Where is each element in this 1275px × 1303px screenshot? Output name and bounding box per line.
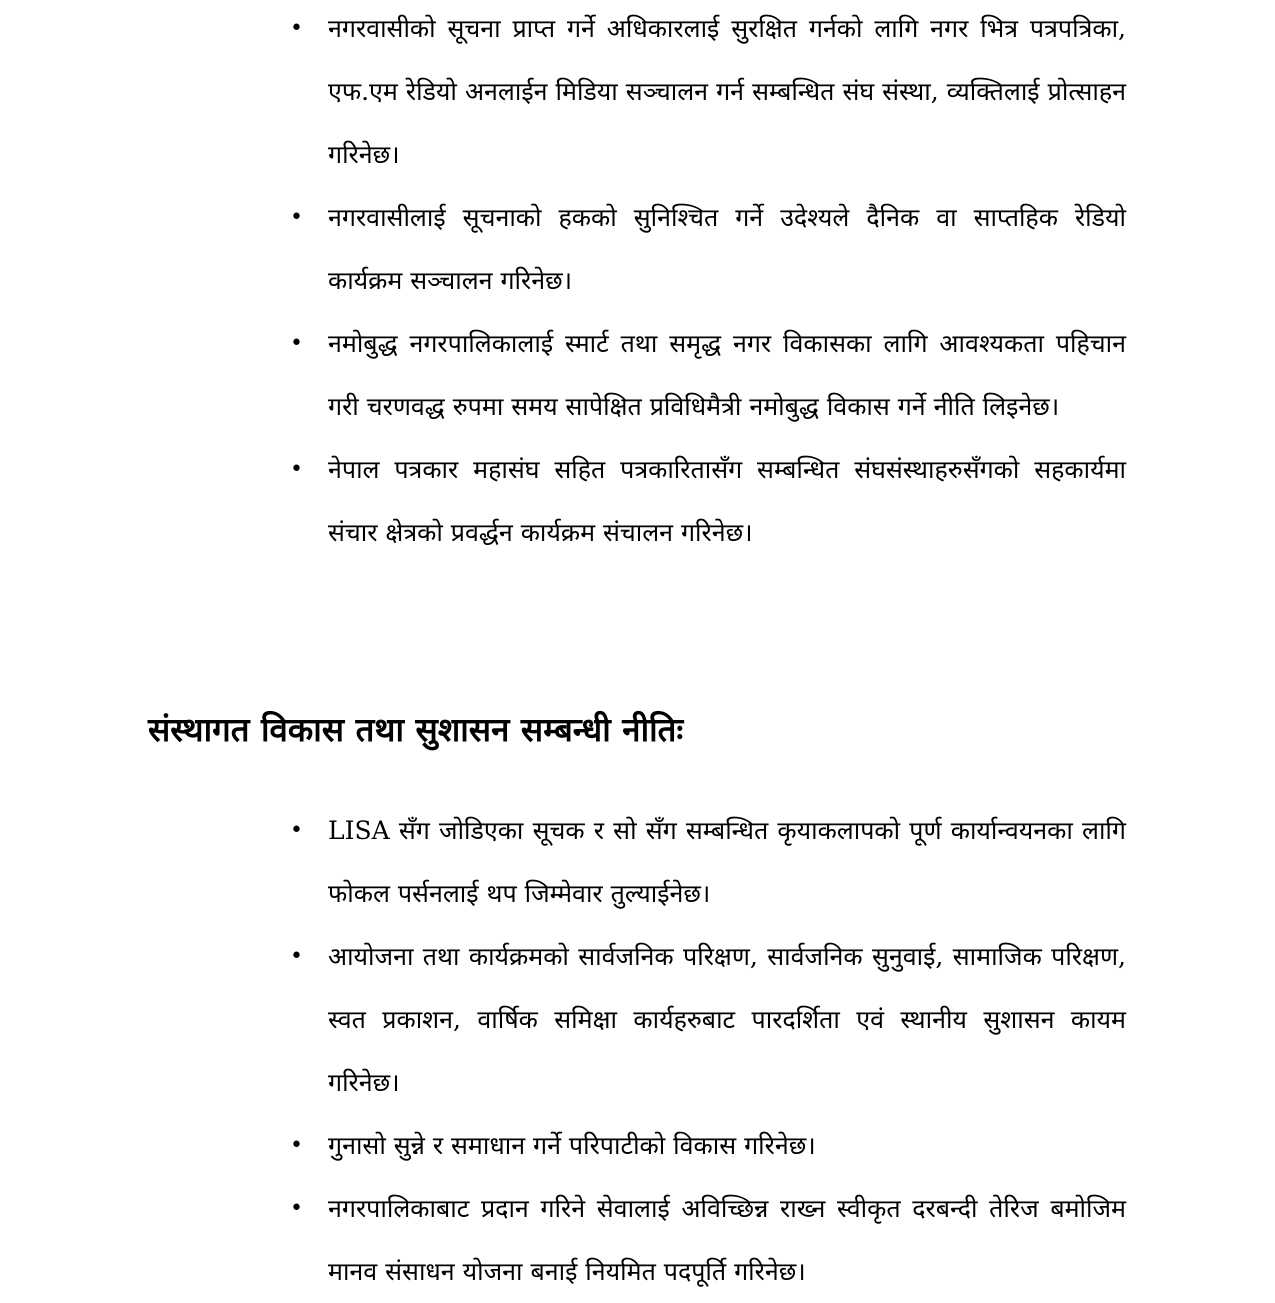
bullet-icon: •: [290, 16, 303, 41]
bullet-icon: •: [290, 818, 303, 843]
list-item-text: आयोजना तथा कार्यक्रमको सार्वजनिक परिक्षण, सार्वजनिक सुनुवाई, सामाजिक परिक्षण, स्वत प्रकाशन, वार्षिक समिक्षा कार्यहरुबाट पारदर्शिता एवं स्थानीय सुशासन कायम गरिनेछ।: [328, 942, 1126, 1097]
list-item: [290, 1114, 1126, 1177]
section-heading: संस्थागत विकास तथा सुशासन सम्बन्धी नीतिः: [148, 710, 684, 749]
list-item: [290, 1177, 1126, 1303]
bullet-icon: •: [290, 205, 303, 230]
list-item-text: नमोबुद्ध नगरपालिकालाई स्मार्ट तथा समृद्ध नगर विकासका लागि आवश्यकता पहिचान गरी चरणवद्ध रुपमा समय सापेक्षित प्रविधिमैत्री नमोबुद्ध विकास गर्ने नीति लिइनेछ।: [328, 329, 1126, 421]
list-item: [290, 186, 1126, 312]
list-item-text: नगरपालिकाबाट प्रदान गरिने सेवालाई अविच्छिन्न राख्न स्वीकृत दरबन्दी तेरिज बमोजिम मानव संसाधन योजना बनाई नियमित पदपूर्ति गरिनेछ।: [328, 1194, 1126, 1286]
communication-policy-list: [290, 0, 1126, 564]
governance-policy-list: [290, 799, 1126, 1303]
list-item: [290, 799, 1126, 925]
list-item: [290, 438, 1126, 564]
list-item-text: नगरवासीलाई सूचनाको हकको सुनिश्चित गर्ने उदेश्यले दैनिक वा साप्तहिक रेडियो कार्यक्रम सञ्चालन गरिनेछ।: [328, 203, 1126, 295]
bullet-icon: •: [290, 1133, 303, 1158]
list-item: [290, 0, 1126, 186]
list-item: [290, 925, 1126, 1114]
list-item: [290, 312, 1126, 438]
list-item-text: LISA सँग जोडिएका सूचक र सो सँग सम्बन्धित कृयाकलापको पूर्ण कार्यान्वयनका लागि फोकल पर्सनलाई थप जिम्मेवार तुल्याईनेछ।: [328, 816, 1126, 908]
bullet-icon: •: [290, 457, 303, 482]
bullet-icon: •: [290, 331, 303, 356]
list-item-text: नगरवासीको सूचना प्राप्त गर्ने अधिकारलाई सुरक्षित गर्नको लागि नगर भित्र पत्रपत्रिका, एफ.एम रेडियो अनलाईन मिडिया सञ्चालन गर्न सम्बन्धित संघ संस्था, व्यक्तिलाई प्रोत्साहन गरिनेछ।: [328, 14, 1126, 169]
list-item-text: गुनासो सुन्ने र समाधान गर्ने परिपाटीको विकास गरिनेछ।: [328, 1131, 816, 1160]
bullet-icon: •: [290, 1196, 303, 1221]
bullet-icon: •: [290, 944, 303, 969]
list-item-text: नेपाल पत्रकार महासंघ सहित पत्रकारितासँग सम्बन्धित संघसंस्थाहरुसँगको सहकार्यमा संचार क्षेत्रको प्रवर्द्धन कार्यक्रम संचालन गरिनेछ।: [328, 455, 1126, 547]
